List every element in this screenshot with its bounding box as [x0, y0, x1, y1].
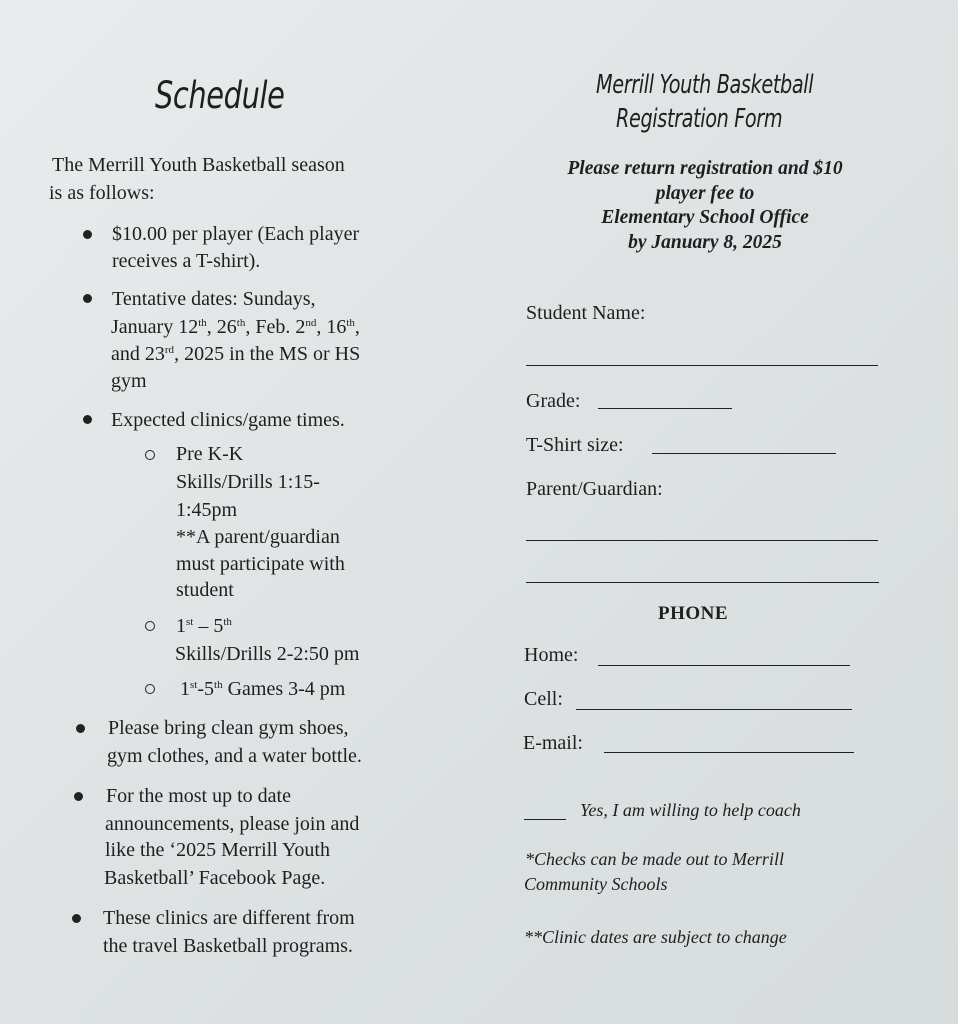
home-phone-label: Home:: [524, 644, 579, 666]
bullet-fee: [83, 230, 92, 239]
phone-heading: PHONE: [658, 603, 729, 624]
prek-line4: **A parent/guardian: [176, 526, 340, 548]
clinics-label: Expected clinics/game times.: [111, 409, 345, 431]
prek-line6: student: [176, 579, 234, 601]
dates-line1: Tentative dates: Sundays,: [112, 288, 316, 310]
intro-text-line1: The Merrill Youth Basketball season: [52, 154, 345, 176]
cell-phone-label: Cell:: [524, 688, 563, 710]
intro-text-line2: is as follows:: [49, 182, 155, 204]
clinic-dates-note: **Clinic dates are subject to change: [524, 927, 787, 947]
schedule-title: Schedule: [155, 74, 285, 117]
grades-line2: Skills/Drills 2-2:50 pm: [175, 643, 360, 665]
return-line4: by January 8, 2025: [628, 232, 782, 253]
student-name-field[interactable]: [526, 365, 878, 366]
return-line3: Elementary School Office: [601, 207, 809, 228]
travel-line1: These clinics are different from: [103, 907, 355, 929]
coach-volunteer-text: Yes, I am willing to help coach: [580, 800, 801, 820]
prek-line5: must participate with: [176, 553, 345, 575]
parent-guardian-field-2[interactable]: [526, 582, 879, 583]
registration-title-line2: Registration Form: [616, 104, 783, 134]
bullet-travel: [72, 914, 81, 923]
sub-bullet-grades: [145, 621, 155, 631]
email-label: E-mail:: [523, 732, 583, 754]
bullet-clinics: [83, 415, 92, 424]
checks-note-line2: Community Schools: [524, 874, 668, 894]
prek-line1: Pre K-K: [176, 443, 244, 465]
student-name-label: Student Name:: [526, 302, 646, 324]
fb-line3: like the ‘2025 Merrill Youth: [105, 839, 330, 861]
email-field[interactable]: [604, 752, 854, 753]
dates-line2: January 12th, 26th, Feb. 2nd, 16th,: [111, 316, 360, 338]
sub-bullet-prek: [145, 450, 155, 460]
return-line1: Please return registration and $10: [567, 158, 843, 179]
fb-line2: announcements, please join and: [105, 813, 360, 835]
dates-line3: and 23rd, 2025 in the MS or HS: [111, 343, 361, 365]
bullet-shoes: [76, 724, 85, 733]
checks-note-line1: *Checks can be made out to Merrill: [525, 849, 784, 869]
dates-line4: gym: [111, 370, 147, 392]
fb-line4: Basketball’ Facebook Page.: [104, 867, 326, 889]
travel-line2: the travel Basketball programs.: [103, 935, 353, 957]
cell-phone-field[interactable]: [576, 709, 852, 710]
bullet-dates: [83, 294, 92, 303]
parent-guardian-field-1[interactable]: [526, 540, 878, 541]
prek-line3: 1:45pm: [176, 499, 238, 521]
registration-title-line1: Merrill Youth Basketball: [596, 70, 814, 100]
shoes-line1: Please bring clean gym shoes,: [108, 717, 349, 739]
grade-field[interactable]: [598, 408, 732, 409]
fb-line1: For the most up to date: [106, 785, 291, 807]
fee-line2: receives a T-shirt).: [112, 250, 261, 272]
fee-line1: $10.00 per player (Each player: [112, 223, 360, 245]
return-line2: player fee to: [655, 183, 755, 204]
grades-line1: 1st – 5th: [176, 615, 232, 637]
prek-line2: Skills/Drills 1:15-: [176, 471, 320, 493]
shoes-line2: gym clothes, and a water bottle.: [107, 745, 362, 767]
coach-checkbox-line[interactable]: [524, 819, 566, 820]
parent-guardian-label: Parent/Guardian:: [526, 478, 663, 500]
sub-bullet-games: [145, 684, 155, 694]
grade-label: Grade:: [526, 390, 581, 412]
tshirt-size-field[interactable]: [652, 453, 836, 454]
games-line: 1st-5th Games 3-4 pm: [180, 678, 346, 700]
bullet-facebook: [74, 792, 83, 801]
home-phone-field[interactable]: [598, 665, 850, 666]
tshirt-size-label: T-Shirt size:: [526, 434, 624, 456]
